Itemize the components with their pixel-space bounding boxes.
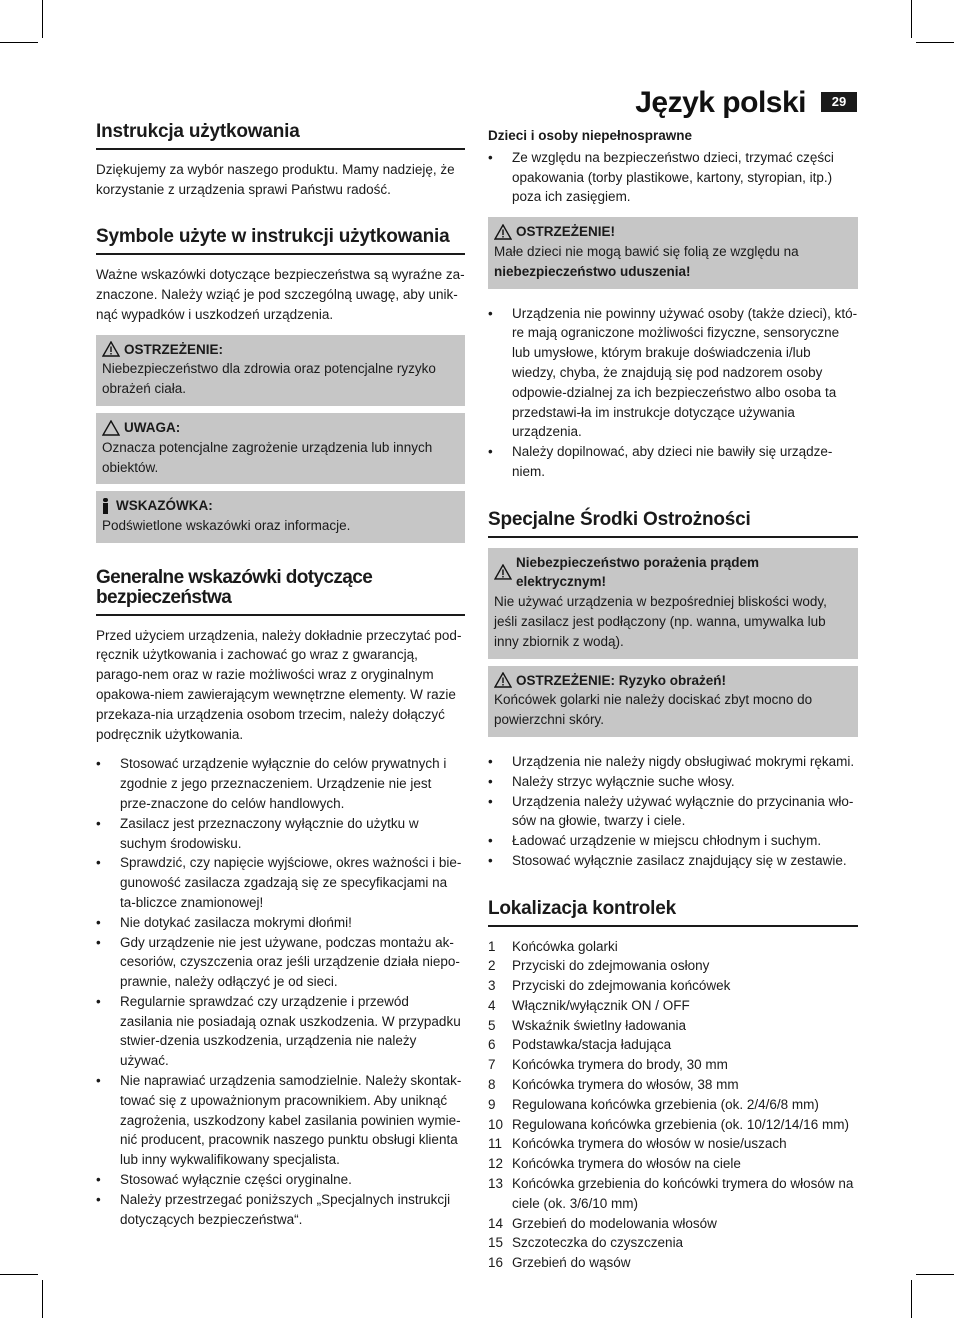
child-warning-box — [488, 217, 858, 288]
children-list — [488, 148, 858, 207]
list-item: 16 Grzebień do wąsów — [488, 1255, 631, 1271]
list-item: 3 Przyciski do zdejmowania końcówek — [488, 978, 731, 994]
list-item: 5 Wskaźnik świetlny ładowania — [488, 1017, 687, 1033]
warning-triangle-icon — [494, 672, 512, 688]
list-item: • Ładować urządzenie w miejscu chłodnym i suchym. — [488, 831, 858, 851]
list-item: • Gdy urządzenie nie jest używane, podczas montażu ak-cesoriów, czyszczenia oraz jeśli urządzenie działa niepo-prawnie, należy odłączyć je od sieci. — [96, 933, 465, 992]
child-warning-text: Małe dzieci nie mogą bawić się folią ze względu na — [494, 243, 799, 259]
list-item: • Stosować urządzenie wyłącznie do celów prywatnych i zgodnie z jego przeznaczeniem. Urządzenie nie jest prze-znaczone do celów handlowych. — [96, 754, 465, 813]
list-item: • Ze względu na bezpieczeństwo dzieci, trzymać części opakowania (torby plastikowe, kartony, styropian, itp.) poza ich zasięgiem. — [488, 148, 858, 207]
list-item: 14 Grzebień do modelowania włosów — [488, 1215, 717, 1231]
info-icon — [102, 498, 109, 514]
list-item: 4 Włącznik/wyłącznik ON / OFF — [488, 997, 690, 1013]
list-item: • Urządzenia nie powinny używać osoby (także dzieci), któ-re mają ograniczone możliwości fizyczne, sensoryczne lub umysłowe, którym brakuje doświadczenia i/lub wiedzy, chyba, że znajdują się pod nadzorem osoby odpowie-dzialnej za ich bezpieczeństwo albo osoba ta przedstawi-ła im instrukcje dotyczące używania urządzenia. — [488, 304, 858, 443]
electric-shock-text: Nie używać urządzenia w bezpośredniej bliskości wody, jeśli zasilacz jest podłączony (np. wanna, umywalka lub inny zbiornik z wodą). — [494, 594, 827, 649]
page-language-title: Język polski — [635, 86, 806, 119]
electric-shock-title: Niebezpieczeństwo porażenia prądem elektrycznym! — [515, 554, 760, 590]
list-item: • Nie dotykać zasilacza mokrymi dłońmi! — [96, 913, 465, 933]
caution-box-text: Oznacza potencjalne zagrożenie urządzenia lub innych obiektów. — [102, 439, 433, 475]
list-item: 12 Końcówka trymera do włosów na ciele — [488, 1156, 741, 1172]
children-heading: Dzieci i osoby niepełnosprawne — [488, 128, 693, 143]
list-item: • Regularnie sprawdzać czy urządzenie i przewód zasilania nie posiadają oznak uszkodzenia. W przypadku stwier-dzenia uszkodzenia, urządzenia nie należy używać. — [96, 992, 465, 1071]
child-warning-title: OSTRZEŻENIE! — [516, 224, 616, 240]
warning-triangle-icon — [494, 564, 512, 580]
section-title-general-safety: Generalne wskazówki dotyczące bezpieczeństwa — [96, 564, 465, 616]
child-warning-bold: niebezpieczeństwo uduszenia! — [494, 263, 691, 279]
hint-box-text: Podświetlone wskazówki oraz informacje. — [102, 518, 351, 534]
list-item: 1 Końcówka golarki — [488, 938, 618, 954]
section-title-symbols: Symbole użyte w instrukcji użytkowania — [96, 223, 465, 255]
list-item: 10 Regulowana końcówka grzebienia (ok. 10/12/14/16 mm) — [488, 1116, 849, 1132]
warning-triangle-icon — [102, 341, 120, 357]
list-item: • Nie naprawiać urządzenia samodzielnie. Należy skontak-tować się z upoważnionym pracownikiem. Aby uniknąć zagrożenia, uszkodzony kabel zasilania powinien wymie-nić producent, pracownik naszego punktu obsługi klienta lub inny wykwalifikowany specjalista. — [96, 1071, 465, 1170]
crop-mark — [911, 1280, 912, 1318]
list-item: 2 Przyciski do zdejmowania osłony — [488, 958, 710, 974]
list-item: • Należy strzyc wyłącznie suche włosy. — [488, 772, 858, 792]
left-column — [96, 118, 465, 1239]
caution-box — [96, 413, 465, 484]
list-item: • Należy przestrzegać poniższych „Specjalnych instrukcji dotyczących bezpieczeństwa“. — [96, 1190, 465, 1230]
injury-warning-text: Końcówek golarki nie należy dociskać zbyt mocno do powierzchni skóry. — [494, 692, 813, 728]
crop-mark — [0, 1274, 38, 1275]
warning-box — [96, 335, 465, 406]
list-item: 13 Końcówka grzebienia do końcówki trymera do włosów na ciele (ok. 3/6/10 mm) — [488, 1176, 854, 1211]
crop-mark — [42, 1280, 43, 1318]
warning-triangle-icon — [102, 420, 120, 436]
caution-box-title: UWAGA: — [124, 419, 181, 435]
list-item: • Urządzenia należy używać wyłącznie do przycinania wło-sów na głowie, twarzy i ciele. — [488, 792, 858, 832]
crop-mark — [911, 0, 912, 38]
list-item: 8 Końcówka trymera do włosów, 38 mm — [488, 1077, 739, 1093]
intro-paragraph: Dziękujemy za wybór naszego produktu. Mamy nadzieję, że korzystanie z urządzenia sprawi Państwu radość. — [96, 161, 455, 197]
list-item: • Urządzenia nie należy nigdy obsługiwać mokrymi rękami. — [488, 752, 858, 772]
general-safety-list — [96, 754, 465, 1229]
children-list-2 — [488, 304, 858, 482]
hint-box-title: WSKAZÓWKA: — [116, 498, 213, 514]
list-item: • Sprawdzić, czy napięcie wyjściowe, okres ważności i bie-gunowość zasilacza zgadzają się ze specyfikacjami na ta-bliczce znamionowej! — [96, 853, 465, 912]
list-item: 9 Regulowana końcówka grzebienia (ok. 2/4/6/8 mm) — [488, 1096, 819, 1112]
warning-box-text: Niebezpieczeństwo dla zdrowia oraz potencjalne ryzyko obrażeń ciała. — [102, 361, 436, 397]
crop-mark — [916, 1274, 954, 1275]
section-title-special-precautions: Specjalne Środki Ostrożności — [488, 506, 858, 538]
injury-warning-box — [488, 666, 858, 737]
hint-box — [96, 491, 465, 543]
right-column — [488, 126, 858, 1273]
list-item: 7 Końcówka trymera do brody, 30 mm — [488, 1057, 728, 1073]
general-safety-paragraph: Przed użyciem urządzenia, należy dokładnie przeczytać pod-ręcznik użytkowania i zachować go wraz z gwarancją, parago-nem oraz w razie możliwości wraz z oryginalnym opakowa-niem zawierającym wewnętrzne elementy. W razie przekaza-nia urządzenia osobom trzecim, należy dołączyć podręcznik użytkowania. — [96, 627, 462, 742]
page-number-badge: 29 — [821, 92, 857, 112]
special-precautions-list — [488, 752, 858, 871]
list-item: • Zasilacz jest przeznaczony wyłącznie do użytku w suchym środowisku. — [96, 814, 465, 854]
symbols-paragraph: Ważne wskazówki dotyczące bezpieczeństwa są wyraźne za-znaczone. Należy wziąć je pod szczególną uwagę, aby unik-nąć wypadków i uszkodzeń urządzenia. — [96, 267, 465, 322]
list-item: • Należy dopilnować, aby dzieci nie bawiły się urządze-niem. — [488, 442, 858, 482]
list-item: 11 Końcówka trymera do włosów w nosie/uszach — [488, 1136, 787, 1152]
warning-box-title: OSTRZEŻENIE: — [124, 341, 224, 357]
crop-mark — [42, 0, 43, 38]
injury-warning-title: OSTRZEŻENIE: Ryzyko obrażeń! — [516, 672, 727, 688]
list-item: 6 Podstawka/stacja ładująca — [488, 1037, 672, 1053]
list-item: • Stosować wyłącznie części oryginalne. — [96, 1170, 465, 1190]
electric-shock-box — [488, 548, 858, 659]
list-item: • Stosować wyłącznie zasilacz znajdujący się w zestawie. — [488, 851, 858, 871]
crop-mark — [0, 42, 38, 43]
list-item: 15 Szczoteczka do czyszczenia — [488, 1235, 684, 1251]
warning-triangle-icon — [494, 224, 512, 240]
section-title-instructions: Instrukcja użytkowania — [96, 118, 465, 150]
section-title-controls: Lokalizacja kontrolek — [488, 895, 858, 927]
crop-mark — [916, 42, 954, 43]
controls-list — [488, 937, 858, 1274]
